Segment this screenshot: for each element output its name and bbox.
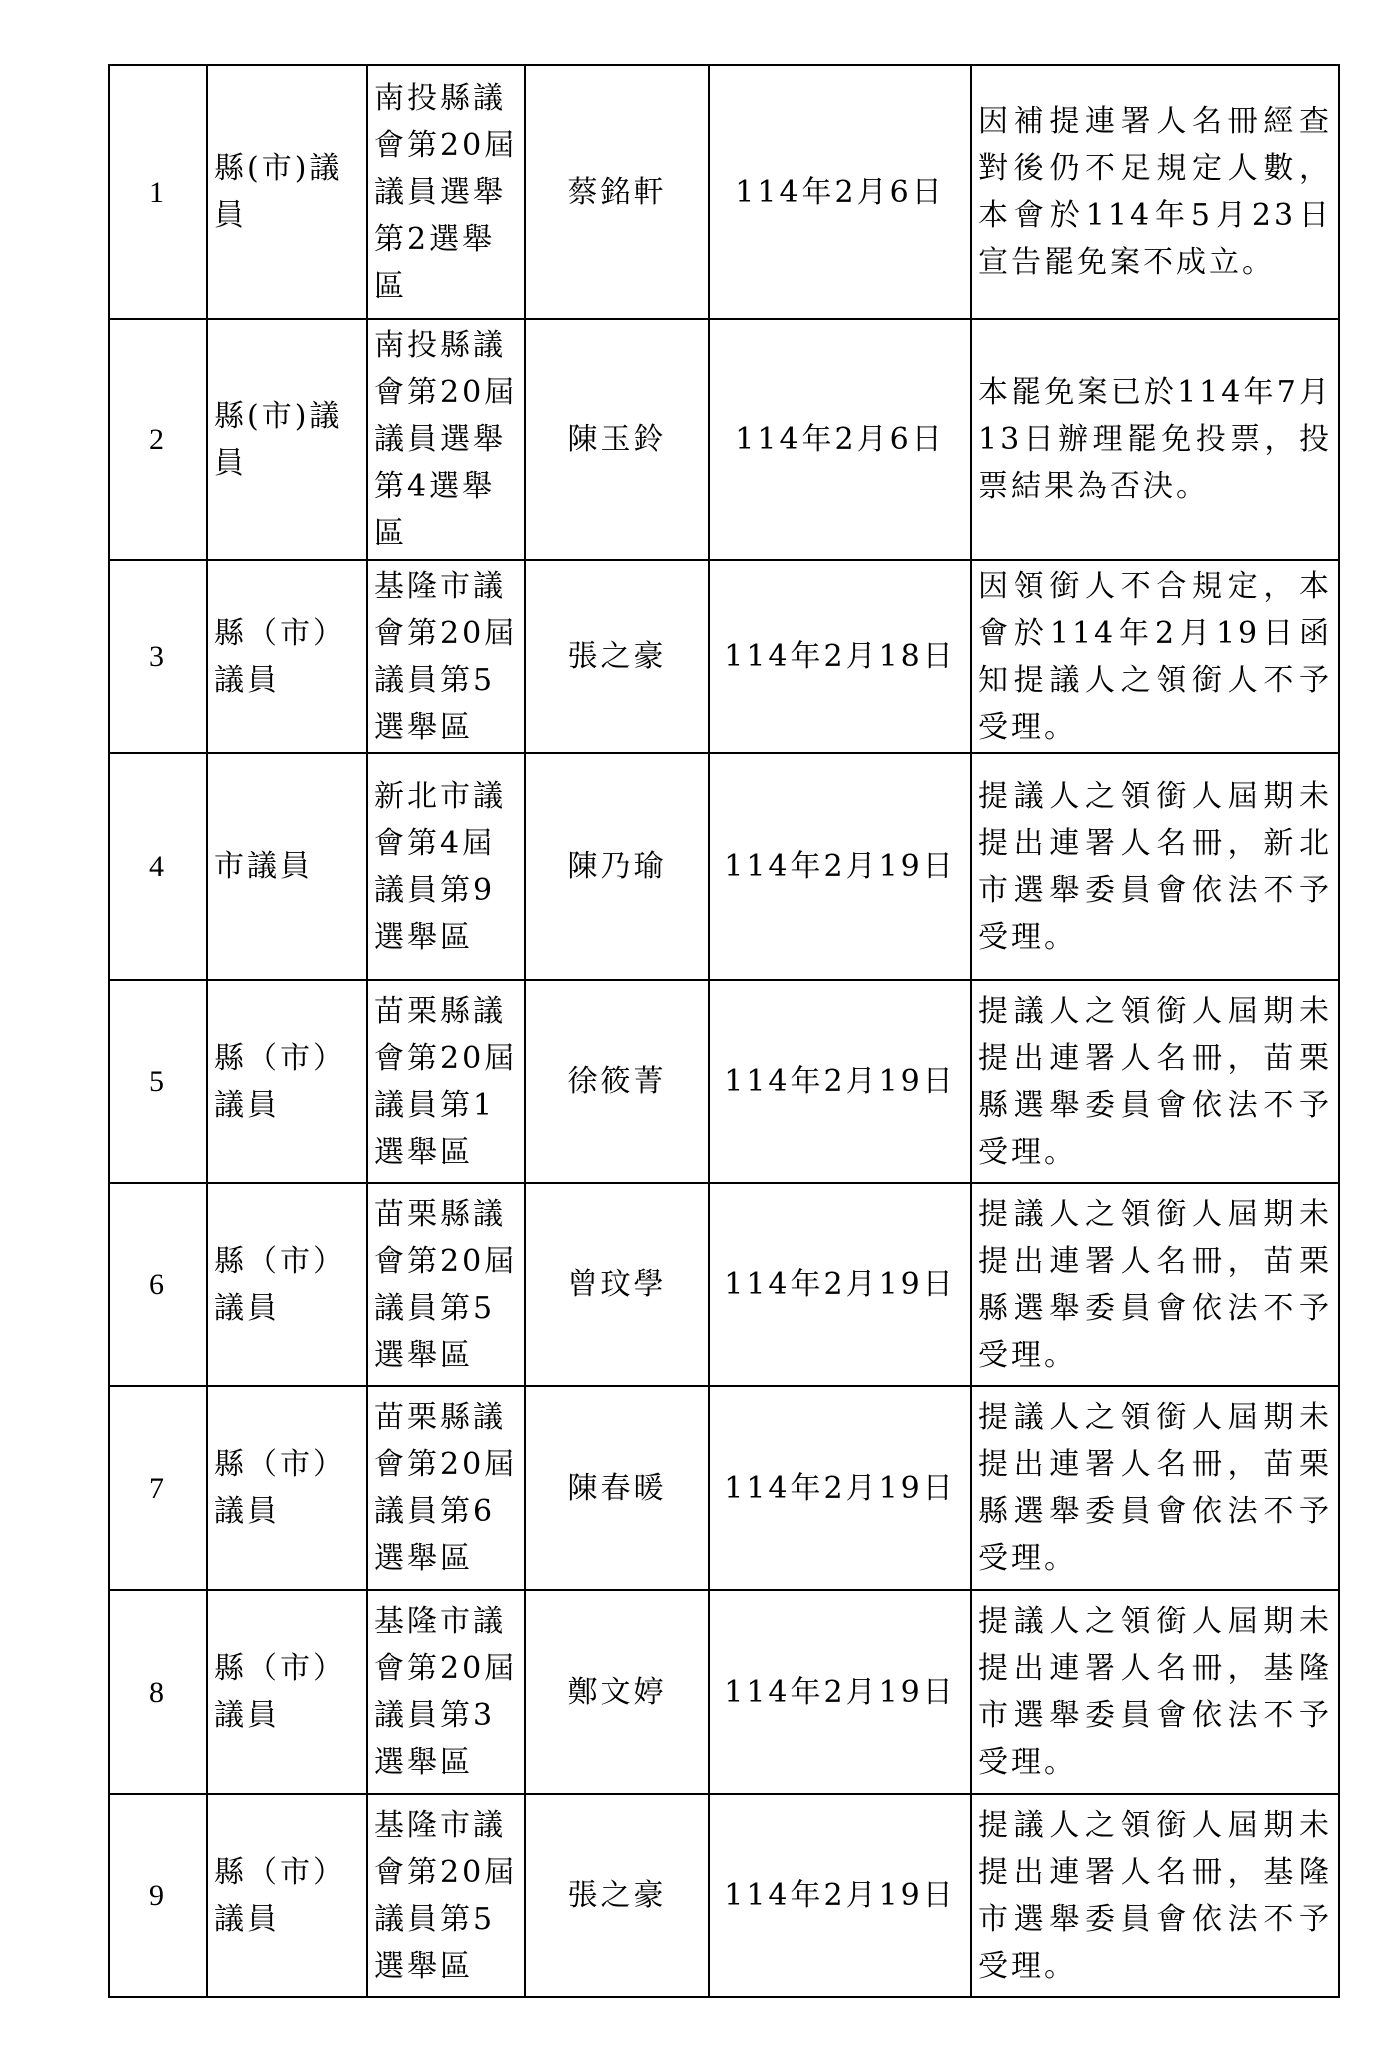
case-number: 9 [109, 1794, 207, 1997]
office-title: 縣(市)議員 [207, 65, 367, 319]
case-number: 4 [109, 753, 207, 980]
case-number: 6 [109, 1183, 207, 1386]
office-title: 縣（市）議員 [207, 1590, 367, 1794]
office-title: 縣（市）議員 [207, 560, 367, 753]
table-row [109, 1386, 1339, 1590]
electoral-district: 新北市議會第4屆議員第9選舉區 [367, 753, 525, 980]
case-result: 提議人之領銜人屆期未提出連署人名冊，苗栗縣選舉委員會依法不予受理。 [971, 980, 1339, 1183]
recalled-person-name: 陳春暖 [525, 1386, 709, 1590]
office-title: 市議員 [207, 753, 367, 980]
case-number: 8 [109, 1590, 207, 1794]
electoral-district: 南投縣議會第20屆議員選舉第4選舉區 [367, 319, 525, 560]
electoral-district: 苗栗縣議會第20屆議員第5選舉區 [367, 1183, 525, 1386]
recalled-person-name: 鄭文婷 [525, 1590, 709, 1794]
case-result: 提議人之領銜人屆期未提出連署人名冊，新北市選舉委員會依法不予受理。 [971, 753, 1339, 980]
recalled-person-name: 張之豪 [525, 560, 709, 753]
electoral-district: 基隆市議會第20屆議員第5選舉區 [367, 1794, 525, 1997]
case-result: 因補提連署人名冊經查對後仍不足規定人數，本會於114年5月23日宣告罷免案不成立。 [971, 65, 1339, 319]
filing-date: 114年2月19日 [709, 1386, 971, 1590]
filing-date: 114年2月18日 [709, 560, 971, 753]
table-row [109, 753, 1339, 980]
electoral-district: 基隆市議會第20屆議員第5選舉區 [367, 560, 525, 753]
table-row [109, 560, 1339, 753]
recalled-person-name: 徐筱菁 [525, 980, 709, 1183]
filing-date: 114年2月19日 [709, 980, 971, 1183]
case-result: 提議人之領銜人屆期未提出連署人名冊，基隆市選舉委員會依法不予受理。 [971, 1794, 1339, 1997]
table-row [109, 319, 1339, 560]
case-result: 因領銜人不合規定，本會於114年2月19日函知提議人之領銜人不予受理。 [971, 560, 1339, 753]
office-title: 縣（市）議員 [207, 980, 367, 1183]
office-title: 縣(市)議員 [207, 319, 367, 560]
electoral-district: 苗栗縣議會第20屆議員第1選舉區 [367, 980, 525, 1183]
filing-date: 114年2月6日 [709, 319, 971, 560]
recalled-person-name: 蔡銘軒 [525, 65, 709, 319]
case-number: 1 [109, 65, 207, 319]
case-result: 提議人之領銜人屆期未提出連署人名冊，基隆市選舉委員會依法不予受理。 [971, 1590, 1339, 1794]
recalled-person-name: 陳玉鈴 [525, 319, 709, 560]
table-row [109, 65, 1339, 319]
case-result: 本罷免案已於114年7月13日辦理罷免投票，投票結果為否決。 [971, 319, 1339, 560]
case-number: 7 [109, 1386, 207, 1590]
table-row [109, 980, 1339, 1183]
filing-date: 114年2月19日 [709, 1183, 971, 1386]
recalled-person-name: 張之豪 [525, 1794, 709, 1997]
filing-date: 114年2月19日 [709, 1794, 971, 1997]
case-result: 提議人之領銜人屆期未提出連署人名冊，苗栗縣選舉委員會依法不予受理。 [971, 1183, 1339, 1386]
case-number: 5 [109, 980, 207, 1183]
electoral-district: 基隆市議會第20屆議員第3選舉區 [367, 1590, 525, 1794]
electoral-district: 南投縣議會第20屆議員選舉第2選舉區 [367, 65, 525, 319]
recall-case-table [108, 64, 1340, 1998]
recalled-person-name: 曾玟學 [525, 1183, 709, 1386]
case-result: 提議人之領銜人屆期未提出連署人名冊，苗栗縣選舉委員會依法不予受理。 [971, 1386, 1339, 1590]
recalled-person-name: 陳乃瑜 [525, 753, 709, 980]
electoral-district: 苗栗縣議會第20屆議員第6選舉區 [367, 1386, 525, 1590]
table-row [109, 1183, 1339, 1386]
case-number: 3 [109, 560, 207, 753]
table-row [109, 1794, 1339, 1997]
filing-date: 114年2月6日 [709, 65, 971, 319]
table-row [109, 1590, 1339, 1794]
filing-date: 114年2月19日 [709, 1590, 971, 1794]
office-title: 縣（市）議員 [207, 1183, 367, 1386]
filing-date: 114年2月19日 [709, 753, 971, 980]
office-title: 縣（市）議員 [207, 1794, 367, 1997]
case-number: 2 [109, 319, 207, 560]
office-title: 縣（市）議員 [207, 1386, 367, 1590]
